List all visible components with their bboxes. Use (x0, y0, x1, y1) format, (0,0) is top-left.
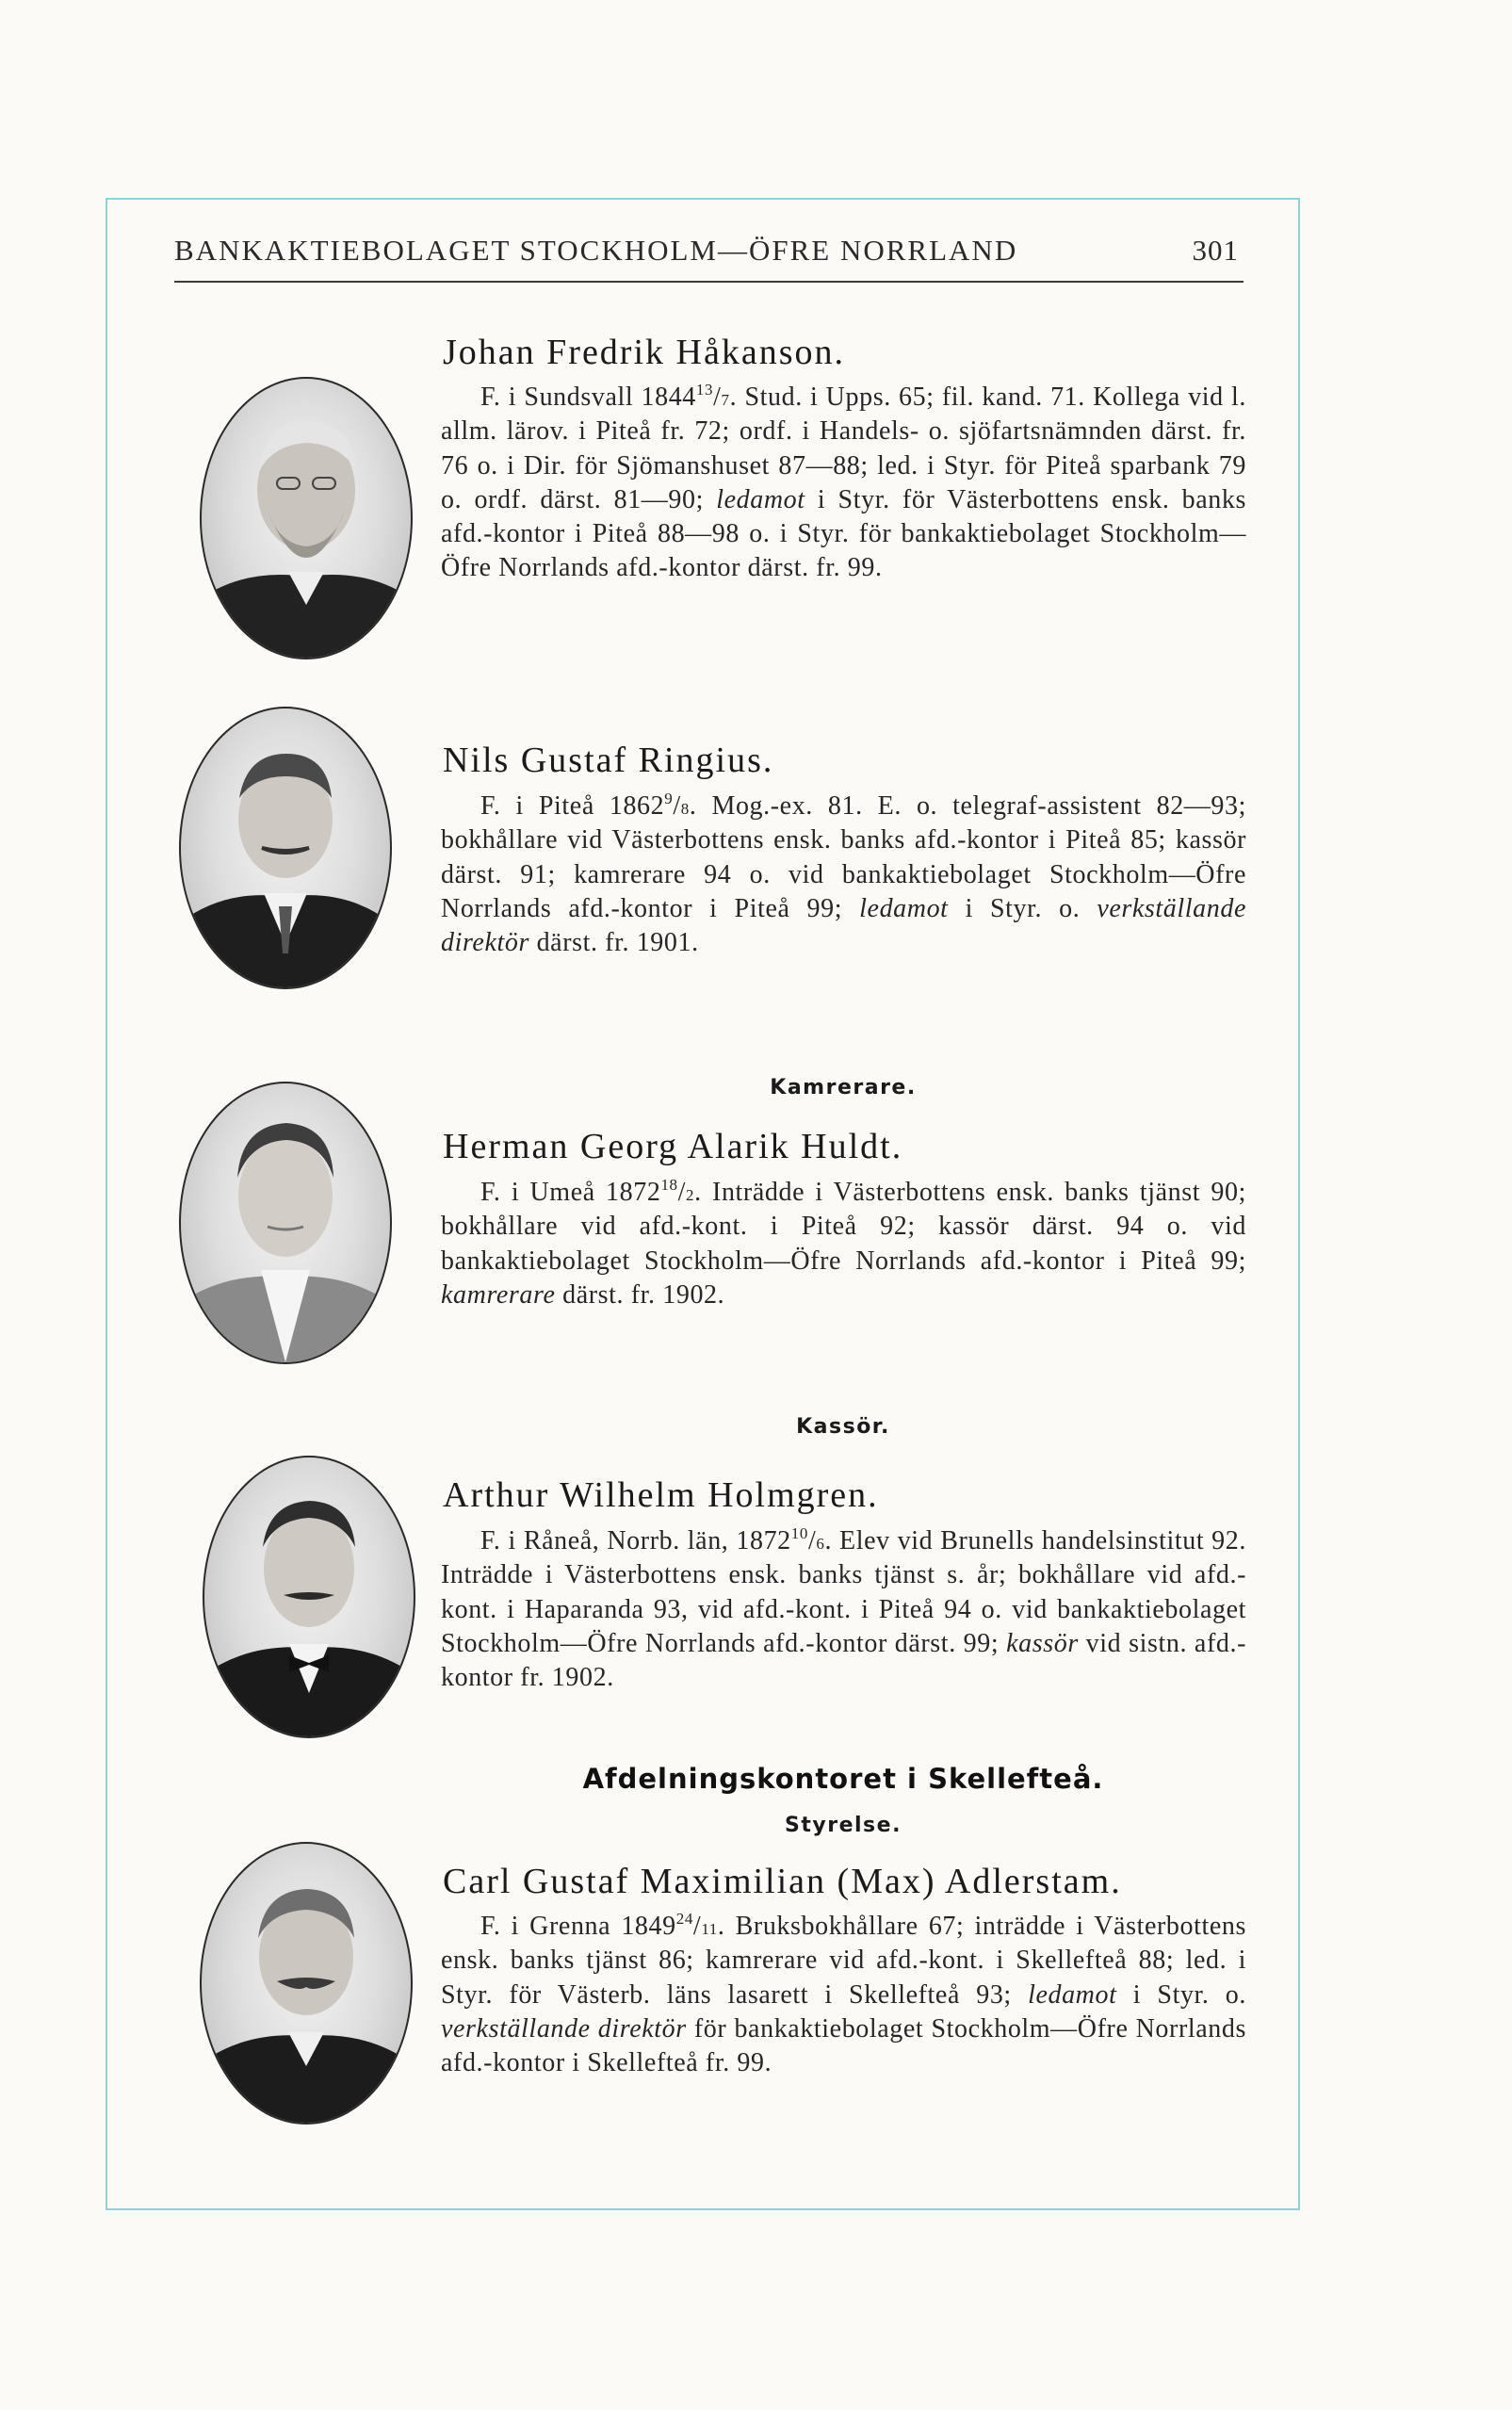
portrait-hakanson-image (202, 379, 411, 658)
portrait-holmgren-image (204, 1457, 414, 1736)
portrait-ringius (179, 707, 392, 989)
section-heading-skelleftea: Afdelningskontoret i Skellefteå. (582, 1763, 1104, 1795)
portrait-huldt (179, 1082, 392, 1364)
section-label-kassor: Kassör. (796, 1415, 890, 1439)
header-rule (174, 281, 1244, 283)
entry-bio: F. i Piteå 1862$^9$/8. Mog.-ex. 81. E. o. telegraf-assistent 82—93; bokhållare vid Västerbottens ensk. banks afd.-kontor i Piteå 85; kassör därst. 91; kamrerare 94 o. vid bankaktiebolaget Stockholm—Öfre Norrlands afd.-kontor i Piteå 99; ledamot i Styr. o. verkställande direktör därst. fr. 1901. (441, 790, 1246, 958)
portrait-holmgren (203, 1456, 415, 1738)
entry-name: Carl Gustaf Maximilian (Max) Adlerstam. (443, 1862, 1122, 1901)
entry-name: Herman Georg Alarik Huldt. (443, 1127, 903, 1166)
entry-bio: F. i Grenna 1849$^{24}$/11. Bruksbokhållare 67; inträdde i Västerbottens ensk. banks tjänst 86; kamrerare vid afd.-kont. i Skellefteå 88; led. i Styr. för Västerb. läns lasarett i Skellefteå 93; ledamot i Styr. o. verkställande direktör för bankaktiebolaget Stockholm—Öfre Norrlands afd.-kontor i Skellefteå fr. 99. (441, 1910, 1246, 2078)
portrait-hakanson (200, 377, 413, 659)
portrait-adlerstam (200, 1842, 413, 2125)
portrait-huldt-image (181, 1083, 390, 1362)
entry-bio: F. i Råneå, Norrb. län, 1872$^{10}$/6. Elev vid Brunells handelsinstitut 92. Inträdde i Västerbottens ensk. banks tjänst s. år; bokhållare vid afd.-kont. i Haparanda 93, vid afd.-kont. i Piteå 94 o. vid bankaktiebolaget Stockholm—Öfre Norrlands afd.-kontor därst. 99; kassör vid sistn. afd.-kontor fr. 1902. (441, 1524, 1246, 1693)
page-number: 301 (1192, 234, 1239, 267)
portrait-adlerstam-image (202, 1844, 411, 2123)
entry-bio: F. i Umeå 1872$^{18}$/2. Inträdde i Västerbottens ensk. banks tjänst 90; bokhållare vid afd.-kont. i Piteå 92; kassör därst. 94 o. vid bankaktiebolaget Stockholm—Öfre Norrlands afd.-kontor i Piteå 99; kamrerare därst. fr. 1902. (441, 1176, 1246, 1310)
portrait-ringius-image (181, 708, 390, 987)
running-title: BANKAKTIEBOLAGET STOCKHOLM—ÖFRE NORRLAND (174, 234, 1018, 267)
entry-name: Arthur Wilhelm Holmgren. (443, 1475, 879, 1515)
section-label-kamrerare: Kamrerare. (770, 1076, 917, 1099)
section-label-styrelse: Styrelse. (785, 1814, 902, 1837)
entry-bio: F. i Sundsvall 1844$^{13}$/7. Stud. i Upps. 65; fil. kand. 71. Kollega vid l. allm. lärov. i Piteå fr. 72; ordf. i Handels- o. sjöfartsnämnden därst. fr. 76 o. i Dir. för Sjömanshuset 87—88; led. i Styr. för Piteå sparbank 79 o. ordf. därst. 81—90; ledamot i Styr. för Västerbottens ensk. banks afd.-kontor i Piteå 88—98 o. i Styr. för bankaktiebolaget Stockholm—Öfre Norrlands afd.-kontor därst. fr. 99. (441, 381, 1247, 583)
entry-name: Johan Fredrik Håkanson. (443, 333, 845, 372)
entry-name: Nils Gustaf Ringius. (443, 741, 774, 780)
running-header (174, 234, 1239, 268)
